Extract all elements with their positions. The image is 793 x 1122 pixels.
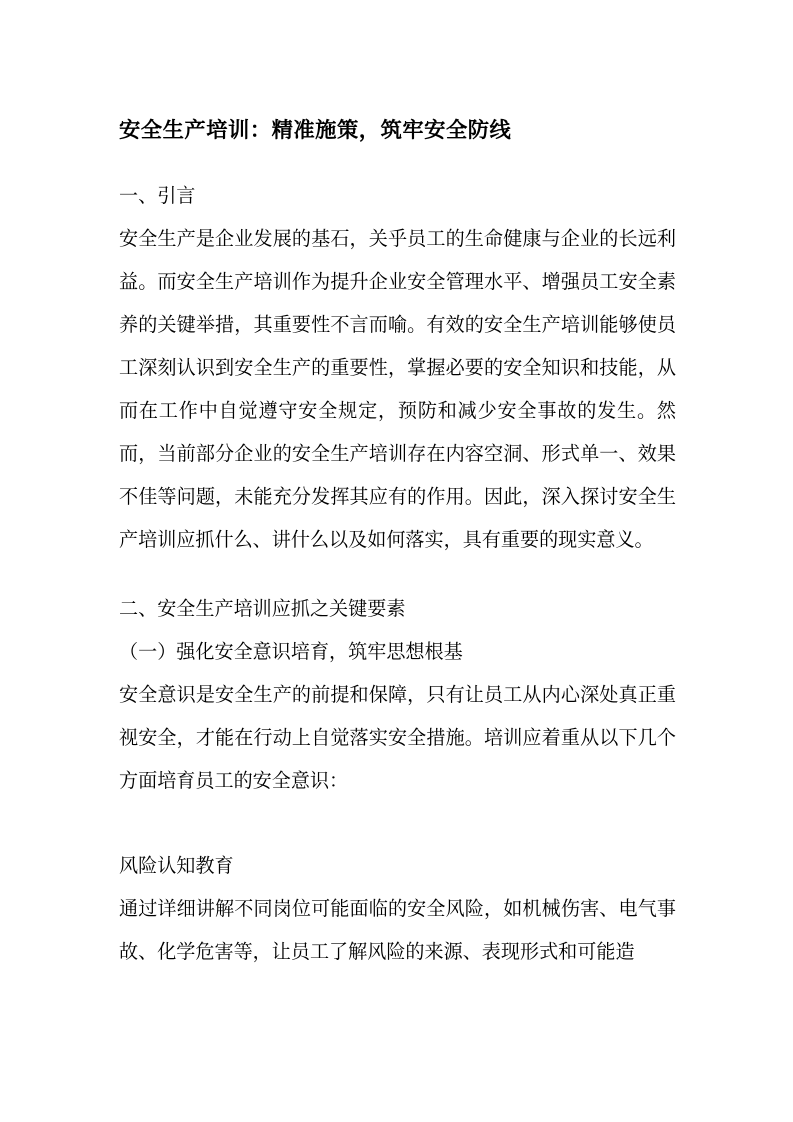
paragraph-introduction: 安全生产是企业发展的基石，关乎员工的生命健康与企业的长远利益。而安全生产培训作为提升企业安全管理水平、增强员工安全素养的关键举措，其重要性不言而喻。有效的安全生产培训能够使员工深刻认识到安全生产的重要性，掌握必要的安全知识和技能，从而在工作中自觉遵守安全规定，预防和减少安全事故的发生。然而，当前部分企业的安全生产培训存在内容空洞、形式单一、效果不佳等问题，未能充分发挥其应有的作用。因此，深入探讨安全生产培训应抓什么、讲什么以及如何落实，具有重要的现实意义。 [119,229,676,551]
subsection-heading-safety-awareness: （一）强化安全意识培育，筑牢思想根基 [119,642,463,663]
document-title: 安全生产培训：精准施策，筑牢安全防线 [119,118,512,142]
paragraph-risk-awareness-education: 通过详细讲解不同岗位可能面临的安全风险，如机械伤害、电气事故、化学危害等，让员工了解风险的来源、表现形式和可能造 [119,899,676,963]
subtopic-heading-risk-awareness-education: 风险认知教育 [119,856,234,877]
section-heading-introduction: 一、引言 [119,186,196,207]
section-heading-key-elements: 二、安全生产培训应抓之关键要素 [119,599,406,620]
paragraph-safety-awareness: 安全意识是安全生产的前提和保障，只有让员工从内心深处真正重视安全，才能在行动上自觉落实安全措施。培训应着重从以下几个方面培育员工的安全意识： [119,685,676,792]
